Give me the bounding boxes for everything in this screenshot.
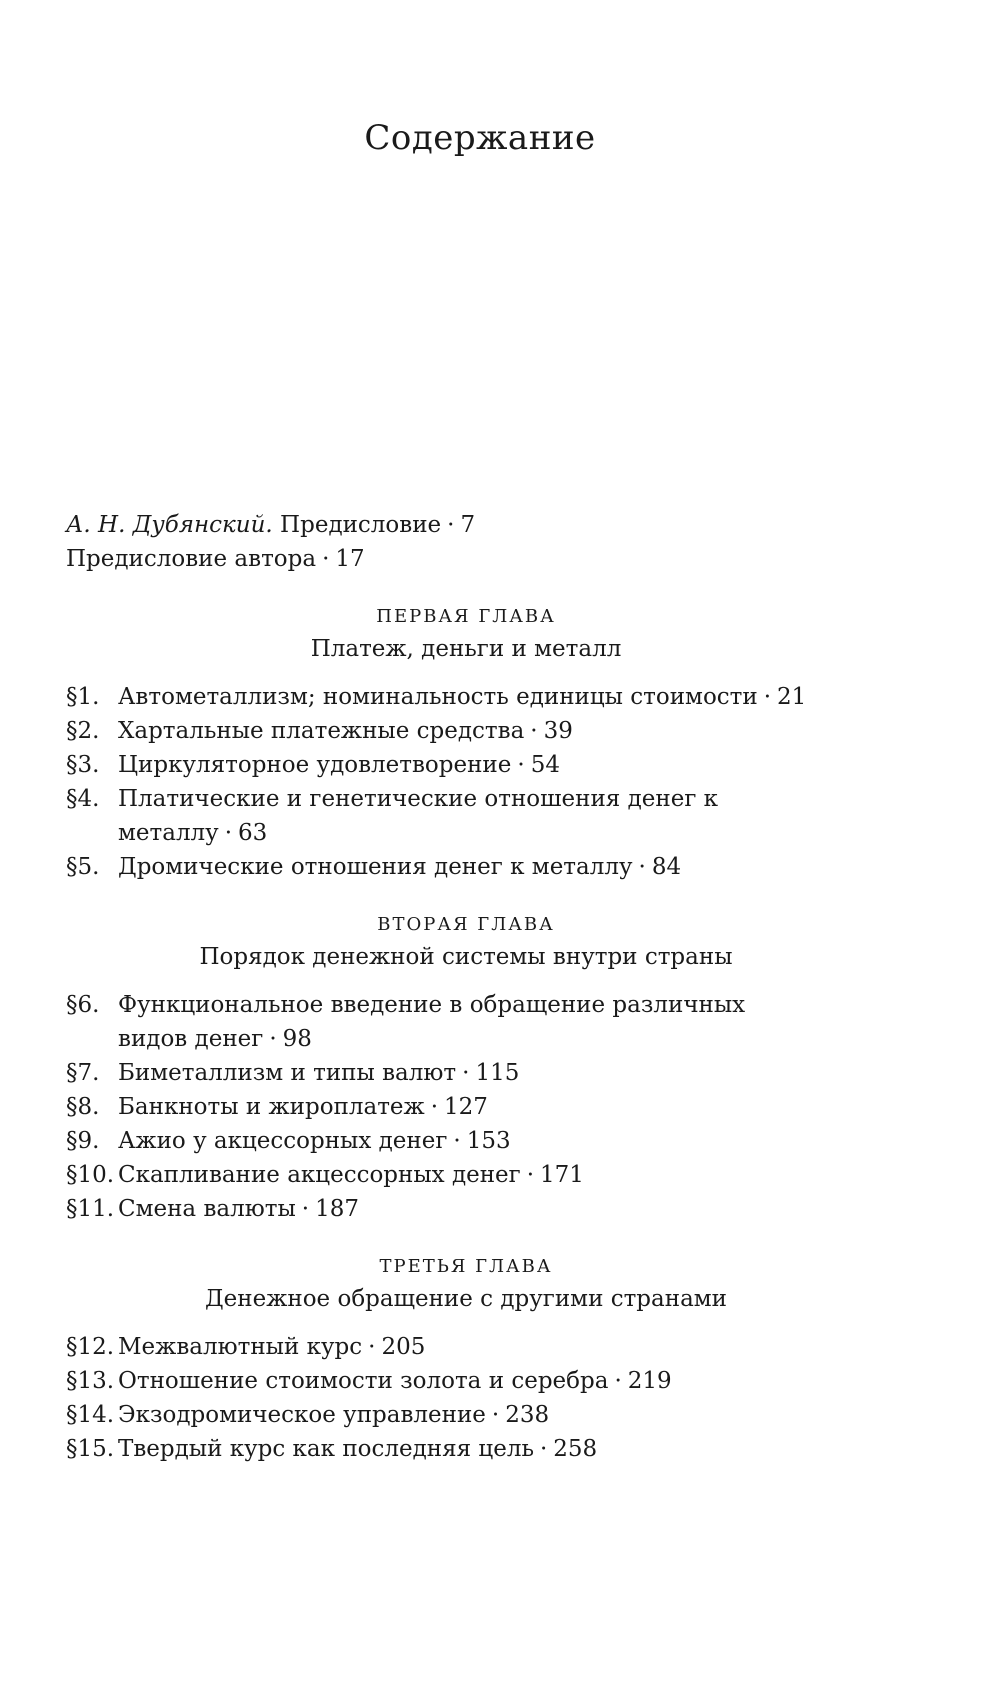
page-number: 84 bbox=[651, 854, 682, 880]
chapter-title: Платеж, деньги и металл bbox=[310, 636, 622, 662]
section-number: §3. bbox=[66, 752, 100, 778]
chapter-title: Денежное обращение с другими странами bbox=[204, 1286, 728, 1312]
toc-entry[interactable]: §12. Межвалютный курс · 205 bbox=[66, 1330, 926, 1364]
front-matter-label: Предисловие bbox=[280, 512, 442, 538]
toc-entry[interactable]: §6. Функциональное введение в обращение различных видов денег · 98 bbox=[66, 988, 926, 1056]
section-title: Банкноты и жироплатеж bbox=[118, 1094, 425, 1120]
section-number: §6. bbox=[66, 992, 100, 1018]
section-title: Твердый курс как последняя цель bbox=[118, 1436, 534, 1462]
page-number: 39 bbox=[543, 718, 573, 744]
toc-entry[interactable]: §7. Биметаллизм и типы валют · 115 bbox=[66, 1056, 926, 1090]
front-matter-item[interactable]: Предисловие автора · 17 bbox=[66, 546, 365, 572]
page-number: 127 bbox=[444, 1094, 488, 1120]
section-title: Циркуляторное удовлетворение bbox=[118, 752, 512, 778]
section-number: §4. bbox=[66, 786, 100, 812]
page-number: 238 bbox=[505, 1402, 550, 1428]
toc-entry[interactable]: §3. Циркуляторное удовлетворение · 54 bbox=[66, 748, 926, 782]
table-of-contents bbox=[66, 508, 926, 1466]
chapter-section bbox=[66, 910, 926, 1226]
page-number: 153 bbox=[466, 1128, 511, 1154]
section-number: §12. bbox=[66, 1334, 115, 1360]
section-number: §13. bbox=[66, 1368, 115, 1394]
section-title: Смена валюты bbox=[118, 1196, 296, 1222]
section-number: §8. bbox=[66, 1094, 100, 1120]
page-number: 7 bbox=[460, 512, 476, 538]
page-number: 54 bbox=[530, 752, 560, 778]
page-number: 205 bbox=[381, 1334, 426, 1360]
page-number: 258 bbox=[553, 1436, 598, 1462]
section-title: Межвалютный курс bbox=[118, 1334, 363, 1360]
section-title: Платические и генетические отношения денег к металлу bbox=[118, 786, 719, 846]
chapter-title: Порядок денежной системы внутри страны bbox=[199, 944, 733, 970]
chapter-number: ВТОРАЯ ГЛАВА bbox=[377, 914, 555, 935]
toc-entry[interactable]: §8. Банкноты и жироплатеж · 127 bbox=[66, 1090, 926, 1124]
section-title: Хартальные платежные средства bbox=[118, 718, 525, 744]
section-number: §2. bbox=[66, 718, 100, 744]
toc-entry[interactable]: §9. Ажио у акцессорных денег · 153 bbox=[66, 1124, 926, 1158]
section-title: Дромические отношения денег к металлу bbox=[118, 854, 633, 880]
section-title: Автометаллизм; номинальность единицы стоимости bbox=[118, 684, 758, 710]
section-title: Отношение стоимости золота и серебра bbox=[118, 1368, 609, 1394]
section-title: Биметаллизм и типы валют bbox=[118, 1060, 457, 1086]
toc-entry[interactable]: §1. Автометаллизм; номинальность единицы стоимости · 21 bbox=[66, 680, 926, 714]
section-title: Скапливание акцессорных денег bbox=[118, 1162, 521, 1188]
chapter-number: ТРЕТЬЯ ГЛАВА bbox=[379, 1256, 553, 1277]
section-number: §15. bbox=[66, 1436, 115, 1462]
page-number: 219 bbox=[627, 1368, 672, 1394]
toc-entry[interactable]: §10. Скапливание акцессорных денег · 171 bbox=[66, 1158, 926, 1192]
toc-entry[interactable]: §14. Экзодромическое управление · 238 bbox=[66, 1398, 926, 1432]
toc-entry[interactable]: §2. Хартальные платежные средства · 39 bbox=[66, 714, 926, 748]
section-title: Ажио у акцессорных денег bbox=[118, 1128, 448, 1154]
section-number: §1. bbox=[66, 684, 100, 710]
toc-entry[interactable]: §5. Дромические отношения денег к металлу · 84 bbox=[66, 850, 926, 884]
section-number: §9. bbox=[66, 1128, 100, 1154]
front-matter-author: А. Н. Дубянский. bbox=[66, 512, 273, 538]
chapter-section bbox=[66, 602, 926, 884]
section-number: §7. bbox=[66, 1060, 100, 1086]
page-number: 187 bbox=[315, 1196, 359, 1222]
toc-entry[interactable]: §4. Платические и генетические отношения денег к металлу · 63 bbox=[66, 782, 926, 850]
front-matter-item[interactable]: А. Н. Дубянский. Предисловие · 7 bbox=[66, 512, 476, 538]
section-number: §10. bbox=[66, 1162, 115, 1188]
page-number: 171 bbox=[540, 1162, 584, 1188]
section-title: Функциональное введение в обращение различных видов денег bbox=[118, 992, 746, 1052]
page-number: 115 bbox=[475, 1060, 520, 1086]
section-number: §14. bbox=[66, 1402, 115, 1428]
chapter-section bbox=[66, 1252, 926, 1466]
section-number: §11. bbox=[66, 1196, 115, 1222]
toc-entry[interactable]: §11. Смена валюты · 187 bbox=[66, 1192, 926, 1226]
section-number: §5. bbox=[66, 854, 100, 880]
page-number: 21 bbox=[777, 684, 807, 710]
page-number: 17 bbox=[335, 546, 365, 572]
page-title: Содержание bbox=[364, 118, 596, 158]
toc-entry[interactable]: §13. Отношение стоимости золота и серебра · 219 bbox=[66, 1364, 926, 1398]
section-title: Экзодромическое управление bbox=[118, 1402, 486, 1428]
front-matter-label: Предисловие автора bbox=[66, 546, 317, 572]
chapter-number: ПЕРВАЯ ГЛАВА bbox=[376, 606, 556, 627]
page-number: 98 bbox=[282, 1026, 312, 1052]
page-number: 63 bbox=[238, 820, 268, 846]
toc-entry[interactable]: §15. Твердый курс как последняя цель · 258 bbox=[66, 1432, 926, 1466]
